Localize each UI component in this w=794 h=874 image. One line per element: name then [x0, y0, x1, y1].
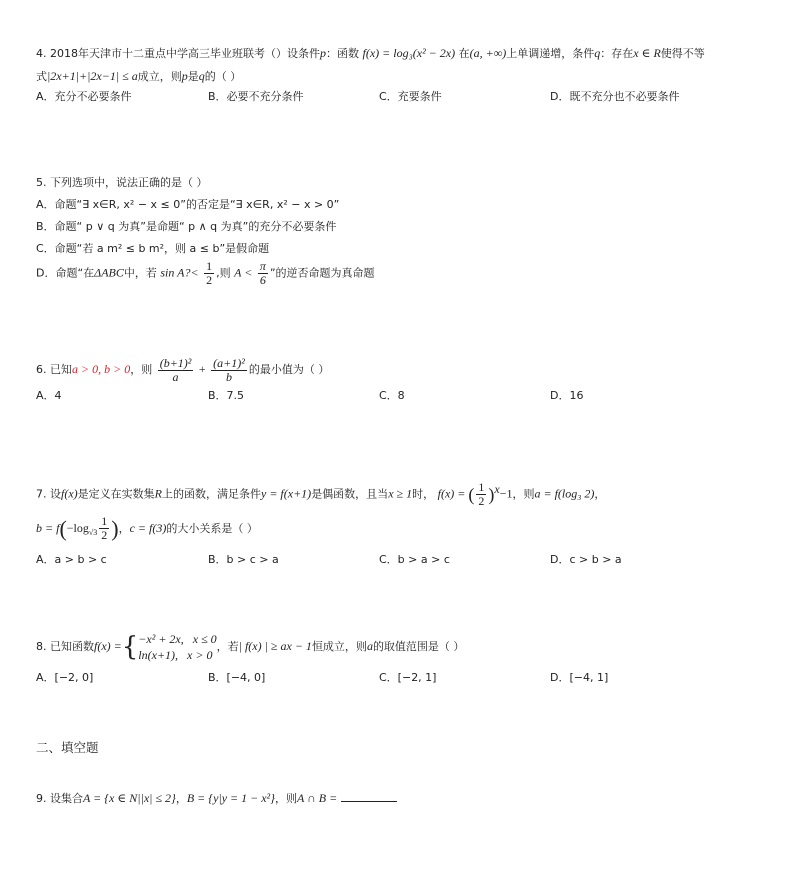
q6-fraction-1	[158, 357, 194, 384]
q4-options	[36, 88, 764, 106]
q4-text: 成立，则	[137, 70, 182, 83]
q4-q-var: q	[198, 69, 205, 83]
q7-text: 上的函数，满足条件	[162, 487, 261, 501]
q7-text: ，	[118, 521, 130, 535]
q6-option-b[interactable]: B．7.5	[208, 389, 245, 402]
q5-d-text: ,则	[216, 266, 231, 280]
q4-interval: (a, +∞)	[469, 46, 507, 60]
q7-text: 是定义在实数集	[77, 487, 155, 501]
q7-real-set: R	[154, 486, 162, 501]
q7-text: 7. 设	[36, 487, 61, 501]
q7-text: ，则	[512, 487, 535, 501]
q4-p-var: p	[319, 46, 326, 60]
question-4	[36, 44, 764, 106]
q7-fx: f(x)	[61, 486, 78, 501]
q6-option-a[interactable]: A．4	[36, 389, 62, 402]
q7-text: ，	[594, 487, 606, 501]
q9-set-b: B = {y|y = 1 − x²}	[186, 791, 275, 805]
q9-answer-blank[interactable]	[341, 789, 397, 802]
q7-option-b[interactable]: B．b > c > a	[208, 552, 279, 566]
q6-option-d[interactable]: D．16	[550, 389, 584, 402]
q8-piece1-expr: −x² + 2x,	[138, 632, 184, 646]
q4-option-a[interactable]: A．充分不必要条件	[36, 90, 132, 103]
q7-fdef-base	[476, 481, 486, 508]
q4-text: ：函数	[325, 47, 359, 60]
question-8	[36, 628, 764, 687]
q7-b-inner: −log	[66, 520, 89, 535]
q7-even-func: y = f(x+1)	[261, 486, 312, 501]
q4-function: f(x) = log₃(x² − 2x)	[362, 46, 456, 60]
q5-stem: 5. 下列选项中，说法正确的是（ ）	[36, 176, 208, 189]
q7-text: 时，	[412, 487, 435, 501]
q7-option-d[interactable]: D．c > b > a	[550, 552, 622, 566]
question-6	[36, 352, 764, 405]
q8-piece2-cond: x > 0	[187, 648, 213, 662]
q6-text: 的最小值为（ ）	[248, 363, 330, 376]
q4-text: 的（ ）	[204, 70, 242, 83]
q4-option-b[interactable]: B．必要不充分条件	[208, 90, 304, 103]
q5-d-angle: A <	[234, 265, 253, 280]
section-title-fill-in: 二、填空题	[36, 740, 99, 755]
q8-fx: f(x) =	[94, 639, 122, 653]
q6-fraction-2	[211, 357, 247, 384]
q7-fdef-left: f(x) =	[437, 486, 469, 501]
q5-d-pi-den: 6	[259, 273, 266, 287]
q7-a-def: a = f(log₃ 2)	[534, 486, 595, 501]
q6-condition: a > 0, b > 0	[72, 362, 131, 376]
q7-option-a[interactable]: A．a > b > c	[36, 552, 107, 566]
q5-option-b[interactable]: B．命题“ p ∨ q 为真”是命题“ p ∧ q 为真”的充分不必要条件	[36, 220, 337, 233]
q8-option-c[interactable]: C．[−2, 1]	[379, 671, 437, 684]
q8-options	[36, 669, 764, 687]
q4-text: 式	[36, 70, 47, 83]
q7-line-1: 7. 设f(x)是定义在实数集R上的函数，满足条件y = f(x+1)是偶函数，且当x ≥ 1时， f(x) = ( $\frac{1}{2}$ )$^x$−1，则a = f(log₃ 2)，	[36, 480, 606, 509]
q6-text: 6. 已知	[36, 363, 72, 376]
q7-b-left: b = f	[36, 520, 60, 535]
q9-text: ，	[175, 792, 187, 805]
q5-option-c[interactable]: C．命题“若 a m² ≤ b m²，则 a ≤ b”是假命题	[36, 242, 270, 255]
q5-d-triangle: ΔABC	[94, 265, 124, 280]
q8-a-var: a	[366, 639, 373, 653]
q8-inequality: | f(x) | ≥ ax − 1	[238, 639, 312, 653]
q6-frac2-den: b	[226, 369, 233, 384]
q4-line-1	[36, 44, 764, 63]
q5-d-pi-num: π	[259, 259, 266, 273]
q4-text: ：存在	[600, 47, 634, 60]
question-7	[36, 474, 764, 569]
q7-option-c[interactable]: C．b > a > c	[379, 552, 450, 566]
q4-text: 在	[458, 47, 470, 60]
q5-d-text: 中，若	[123, 266, 157, 280]
q4-option-d[interactable]: D．既不充分也不必要条件	[550, 90, 680, 103]
q8-stem	[36, 628, 764, 665]
q4-text: 4. 2018年天津市十二重点中学高三毕业班联考（）设条件	[36, 47, 320, 60]
q8-text: 8. 已知函数	[36, 640, 94, 653]
q5-d-text: ”的逆否命题为真命题	[269, 266, 375, 280]
q6-stem	[36, 352, 764, 387]
q8-option-d[interactable]: D．[−4, 1]	[550, 671, 609, 684]
q4-line-2	[36, 67, 764, 86]
q7-line-2: $b = f(-\log_{√3}$ $\frac{1}{2}$ )，c = f(3)的大小关系是（ ）	[36, 514, 258, 543]
q5-d-fraction	[204, 260, 214, 287]
q9-set-a: A = {x ∈ N||x| ≤ 2}	[83, 791, 176, 805]
q4-p-var: p	[181, 69, 188, 83]
q8-piece1-cond: x ≤ 0	[192, 632, 217, 646]
q8-text: ，若	[216, 640, 239, 653]
q8-text: 恒成立，则	[311, 640, 367, 653]
q6-frac1-den: a	[172, 369, 179, 384]
q5-option-a[interactable]: A．命题“∃ x∈R, x² − x ≤ 0”的否定是“∃ x∈R, x² − x > 0”	[36, 198, 340, 211]
q4-text: 使得不等	[660, 47, 705, 60]
q8-piece2-expr: ln(x+1),	[138, 648, 179, 662]
q8-option-a[interactable]: A．[−2, 0]	[36, 671, 94, 684]
q6-options	[36, 387, 764, 405]
q8-brace: {	[121, 632, 139, 662]
q5-d-text: D．命题“在	[36, 266, 95, 280]
q5-d-frac-num: 1	[206, 259, 213, 273]
q7-b-sub: √3	[88, 527, 98, 537]
q7-b-frac-den: 2	[101, 528, 108, 543]
q4-text: 是	[187, 70, 199, 83]
q7-c-def: c = f(3)	[129, 520, 167, 535]
question-9	[36, 788, 764, 809]
q8-option-b[interactable]: B．[−4, 0]	[208, 671, 266, 684]
q8-text: 的取值范围是（ ）	[372, 640, 465, 653]
q6-frac2-num: (a+1)²	[213, 355, 245, 370]
q7-text: 的大小关系是（ ）	[166, 521, 258, 535]
q7-b-frac-num: 1	[101, 514, 108, 529]
q5-option-d[interactable]	[36, 260, 764, 287]
q9-expression: A ∩ B =	[296, 791, 338, 805]
q9-stem	[36, 788, 764, 809]
q4-inequality: |2x+1|+|2x−1| ≤ a	[47, 69, 138, 83]
q4-option-c[interactable]: C．充要条件	[379, 90, 442, 103]
q7-base-num: 1	[478, 480, 485, 495]
q4-text: 上单调递增，条件	[506, 47, 595, 60]
q4-q-var: q	[594, 46, 601, 60]
q5-d-pi-fraction	[258, 260, 268, 287]
q5-d-sin: sin A?<	[160, 265, 199, 280]
q9-text: ，则	[274, 792, 297, 805]
q7-text: 是偶函数，且当	[311, 487, 389, 501]
q6-text: ，则	[130, 363, 153, 376]
q5-d-frac-den: 2	[206, 273, 213, 287]
q6-option-c[interactable]: C．8	[379, 389, 405, 402]
q7-fdef-right: −1	[499, 486, 513, 501]
q9-text: 9. 设集合	[36, 792, 83, 805]
q7-fdef-exponent: x	[494, 482, 500, 496]
q6-plus: +	[198, 362, 206, 376]
q7-b-fraction	[99, 515, 109, 542]
q7-options	[36, 551, 764, 569]
q7-condition: x ≥ 1	[388, 486, 413, 501]
q4-exists-expr: x ∈ R	[633, 46, 661, 60]
question-5	[36, 174, 764, 287]
q6-frac1-num: (b+1)²	[159, 355, 192, 370]
q8-piecewise	[138, 631, 216, 663]
q7-base-den: 2	[478, 494, 485, 509]
